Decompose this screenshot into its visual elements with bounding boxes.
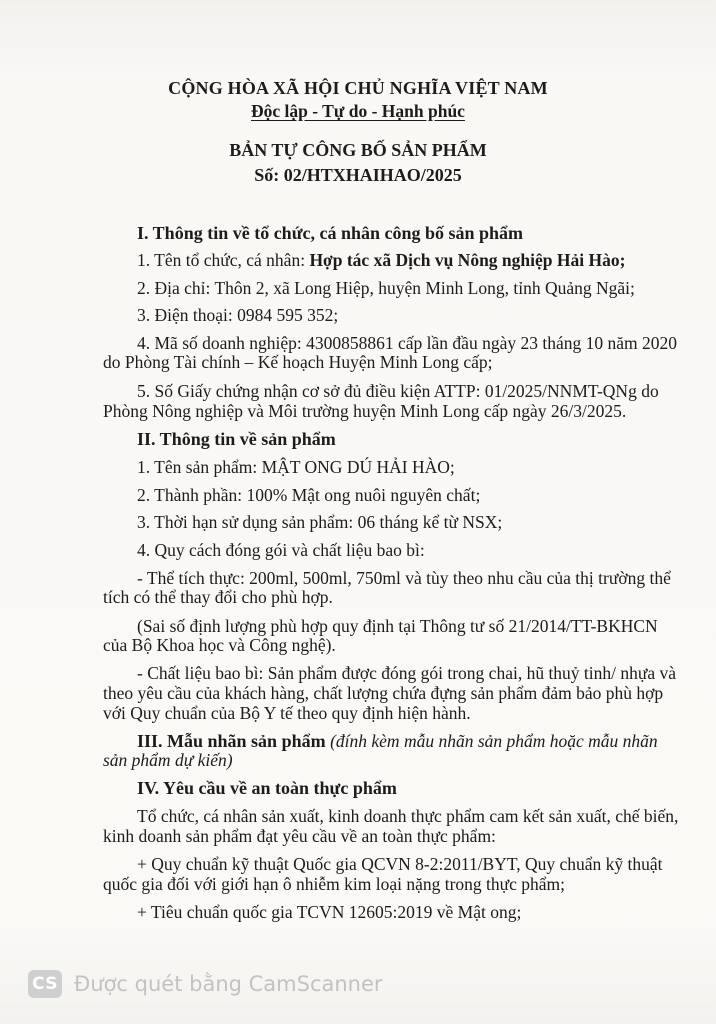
material-line-cont-1: theo yêu cầu của khách hàng, chất lượng chứa đựng sản phẩm đảm bảo phù hợp [103, 683, 664, 703]
section-1-item-3: 3. Điện thoại: 0984 595 352; [137, 305, 339, 325]
org-name-label: 1. Tên tổ chức, cá nhân: [137, 250, 310, 270]
section-1-item-4-cont: do Phòng Tài chính – Kế hoạch Huyện Minh Long cấp; [103, 352, 493, 372]
tolerance-line-cont: của Bộ Khoa học và Công nghệ). [103, 635, 336, 655]
section-2-heading: II. Thông tin về sản phẩm [137, 429, 336, 449]
section-3-heading: III. Mẫu nhãn sản phẩm [137, 731, 331, 751]
volume-line-cont: tích có thể thay đổi cho phù hợp. [103, 587, 333, 607]
section-1-item-5: 5. Số Giấy chứng nhận cơ sở đủ điều kiện ATTP: 01/2025/NNMT-QNg do [137, 381, 659, 401]
section-1-item-1 [137, 250, 625, 271]
standard-1-cont: quốc gia đối với giới hạn ô nhiễm kim loại nặng trong thực phẩm; [103, 874, 566, 894]
section-2-item-4: 4. Quy cách đóng gói và chất liệu bao bì: [137, 540, 425, 560]
tolerance-line: (Sai số định lượng phù hợp quy định tại Thông tư số 21/2014/TT-BKHCN [137, 616, 658, 636]
org-name-value: Hợp tác xã Dịch vụ Nông nghiệp Hải Hào; [309, 250, 626, 270]
camscanner-logo-icon: CS [28, 970, 62, 998]
section-2-item-2: 2. Thành phần: 100% Mật ong nuôi nguyên chất; [137, 485, 481, 505]
national-motto [0, 101, 716, 122]
camscanner-text: Được quét bằng CamScanner [74, 972, 383, 996]
standard-1: + Quy chuẩn kỹ thuật Quốc gia QCVN 8-2:2011/BYT, Quy chuẩn kỹ thuật [137, 854, 663, 874]
section-2-item-3: 3. Thời hạn sử dụng sản phẩm: 06 tháng kể từ NSX; [137, 512, 503, 532]
material-line: - Chất liệu bao bì: Sản phẩm được đóng gói trong chai, hũ thuỷ tinh/ nhựa và [137, 663, 677, 683]
national-title: CỘNG HÒA XÃ HỘI CHỦ NGHĨA VIỆT NAM [168, 78, 548, 98]
material-line-cont-2: với Quy chuẩn của Bộ Y tế theo quy định hiện hành. [103, 703, 471, 723]
section-4-heading: IV. Yêu cầu về an toàn thực phẩm [137, 778, 397, 798]
camscanner-watermark [28, 966, 383, 1002]
document-title: BẢN TỰ CÔNG BỐ SẢN PHẨM [229, 140, 487, 160]
section-2-item-1: 1. Tên sản phẩm: MẬT ONG DÚ HẢI HÀO; [137, 457, 455, 477]
section-1-item-2: 2. Địa chỉ: Thôn 2, xã Long Hiệp, huyện Minh Long, tỉnh Quảng Ngãi; [137, 278, 635, 298]
section-1-item-4: 4. Mã số doanh nghiệp: 4300858861 cấp lần đầu ngày 23 tháng 10 năm 2020 [137, 333, 677, 353]
volume-line: - Thể tích thực: 200ml, 500ml, 750ml và tùy theo nhu cầu của thị trường thể [137, 568, 671, 588]
standard-2: + Tiêu chuẩn quốc gia TCVN 12605:2019 về Mật ong; [137, 902, 522, 922]
section-3-note-cont: sản phẩm dự kiến) [103, 750, 233, 770]
safety-intro: Tổ chức, cá nhân sản xuất, kinh doanh thực phẩm cam kết sản xuất, chế biến, [137, 806, 679, 826]
document-number: Số: 02/HTXHAIHAO/2025 [254, 165, 462, 185]
safety-intro-cont: kinh doanh sản phẩm đạt yêu cầu về an toàn thực phẩm: [103, 826, 496, 846]
section-3-heading-line [137, 731, 658, 752]
motto-text: Độc lập - Tự do - Hạnh phúc [251, 101, 465, 121]
section-3-note: (đính kèm mẫu nhãn sản phẩm hoặc mẫu nhãn [330, 731, 658, 751]
section-1-heading: I. Thông tin về tổ chức, cá nhân công bố sản phẩm [137, 223, 524, 243]
section-1-item-5-cont: Phòng Nông nghiệp và Môi trường huyện Minh Long cấp ngày 26/3/2025. [103, 401, 627, 421]
